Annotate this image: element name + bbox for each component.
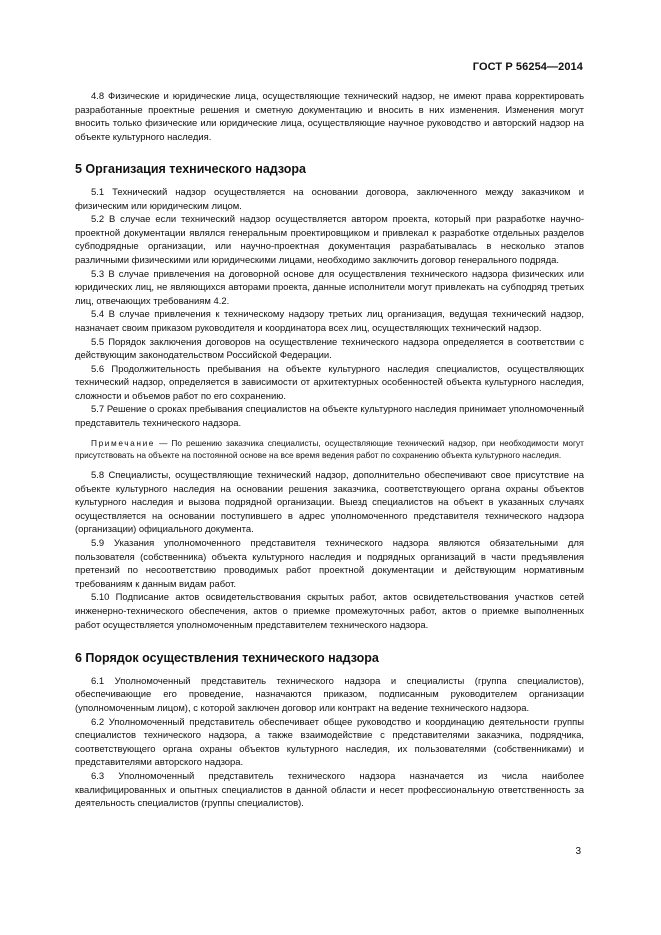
clause-5-2: 5.2 В случае если технический надзор осуществляется автором проекта, который при разработке научно-проектной документации являлся генеральным проектировщиком и привлекал к разработке отдельных разделов субподрядные организации, или научно-проектная документация разрабатывалась в несколько этапов различными физическими или юридическими лицами, необходимо заключить договор генерального подряда. (75, 214, 584, 266)
section-6-title: 6 Порядок осуществления технического надзора (75, 651, 379, 666)
clause-5-10: 5.10 Подписание актов освидетельствования скрытых работ, актов освидетельствования участков сетей инженерно-технического обеспечения, актов о приемке промежуточных работ, актов о приемке выполненных работ осуществляется уполномоченным представителем технического надзора. (75, 592, 584, 631)
note-label: Примечание (91, 437, 156, 448)
clause-5-4: 5.4 В случае привлечения к техническому надзору третьих лиц организация, ведущая технический надзор, назначает своим приказом руководителя и координатора всех лиц, осуществляющих технический надзор. (75, 309, 584, 334)
page-content (75, 90, 584, 811)
clause-5-1: 5.1 Технический надзор осуществляется на основании договора, заключенного между заказчиком и физическим или юридическим лицом. (75, 186, 584, 212)
standard-designation: ГОСТ Р 56254—2014 (472, 61, 583, 73)
section-5-title: 5 Организация технического надзора (75, 162, 306, 177)
clause-5-5: 5.5 Порядок заключения договоров на осуществление технического надзора определяется в соответствии с действующим законодательством Российской Федерации. (75, 336, 584, 362)
clause-6-2: 6.2 Уполномоченный представитель обеспечивает общее руководство и координацию деятельности группы специалистов технического надзора, а также взаимодействие с представителями заказчика, подрядчика, соответствующего органа охраны объектов культурного наследия, их пользователями (собственниками) и представителями авторского надзора. (75, 716, 584, 769)
clause-6-1: 6.1 Уполномоченный представитель технического надзора и специалисты (группа специалистов), обеспечивающие его проведение, назначаются приказом, подписанным руководителем организации (уполномоченным лицом), с которой заключен договор или контракт на ведение технического надзора. (75, 675, 584, 714)
note (75, 437, 584, 461)
clause-5-3: 5.3 В случае привлечения на договорной основе для осуществления технического надзора физических или юридических лиц, не являющихся авторами проекта, данные исполнители могут привлекать на субподряд третьих лиц, отвечающих требованиям 4.2. (75, 268, 584, 307)
clause-5-8: 5.8 Специалисты, осуществляющие технический надзор, дополнительно обеспечивают свое присутствие на объекте культурного наследия на основании решения заказчика, соответствующего органа охраны объектов культурного наследия и вызова подрядной организации. Выезд специалистов на объект в указанных случаях осуществляется на основании поступившего в адрес уполномоченного представителя технического надзора (организации) официального документа. (75, 470, 584, 536)
clause-6-3: 6.3 Уполномоченный представитель технического надзора назначается из числа наиболее квалифицированных и опытных специалистов в данной области и несет профессиональную ответственность за деятельность специалистов (группы специалистов). (75, 770, 584, 810)
clause-5-6: 5.6 Продолжительность пребывания на объекте культурного наследия специалистов, осуществляющих технический надзор, определяется в зависимости от архитектурных особенностей объекта культурного наследия, сложности и объемов работ по его сохранению. (75, 363, 584, 402)
note-dash: — (155, 437, 172, 448)
clause-5-9: 5.9 Указания уполномоченного представителя технического надзора являются обязательными для пользователя (собственника) объекта культурного наследия и подрядных организаций в части предъявления претензий по несоответствию проводимых работ проектной документации и действующим нормативным требованиям к данным видам работ. (75, 538, 584, 590)
clause-5-7: 5.7 Решение о сроках пребывания специалистов на объекте культурного наследия принимает уполномоченный представитель технического надзора. (75, 404, 584, 430)
note-text: По решению заказчика специалисты, осуществляющие технический надзор, при необходимости могут присутствовать на объекте на постоянной основе на все время ведения работ по сохранению объекта культурного наследия. (75, 437, 584, 460)
clause-4-8: 4.8 Физические и юридические лица, осуществляющие технический надзор, не имеют права корректировать разработанные проектные решения и сметную документацию и вносить в них изменения. Изменения могут вносить только физические или юридические лица, осуществляющие научное руководство и авторский надзор на объекте культурного наследия. (75, 91, 584, 143)
page-number: 3 (575, 846, 581, 857)
